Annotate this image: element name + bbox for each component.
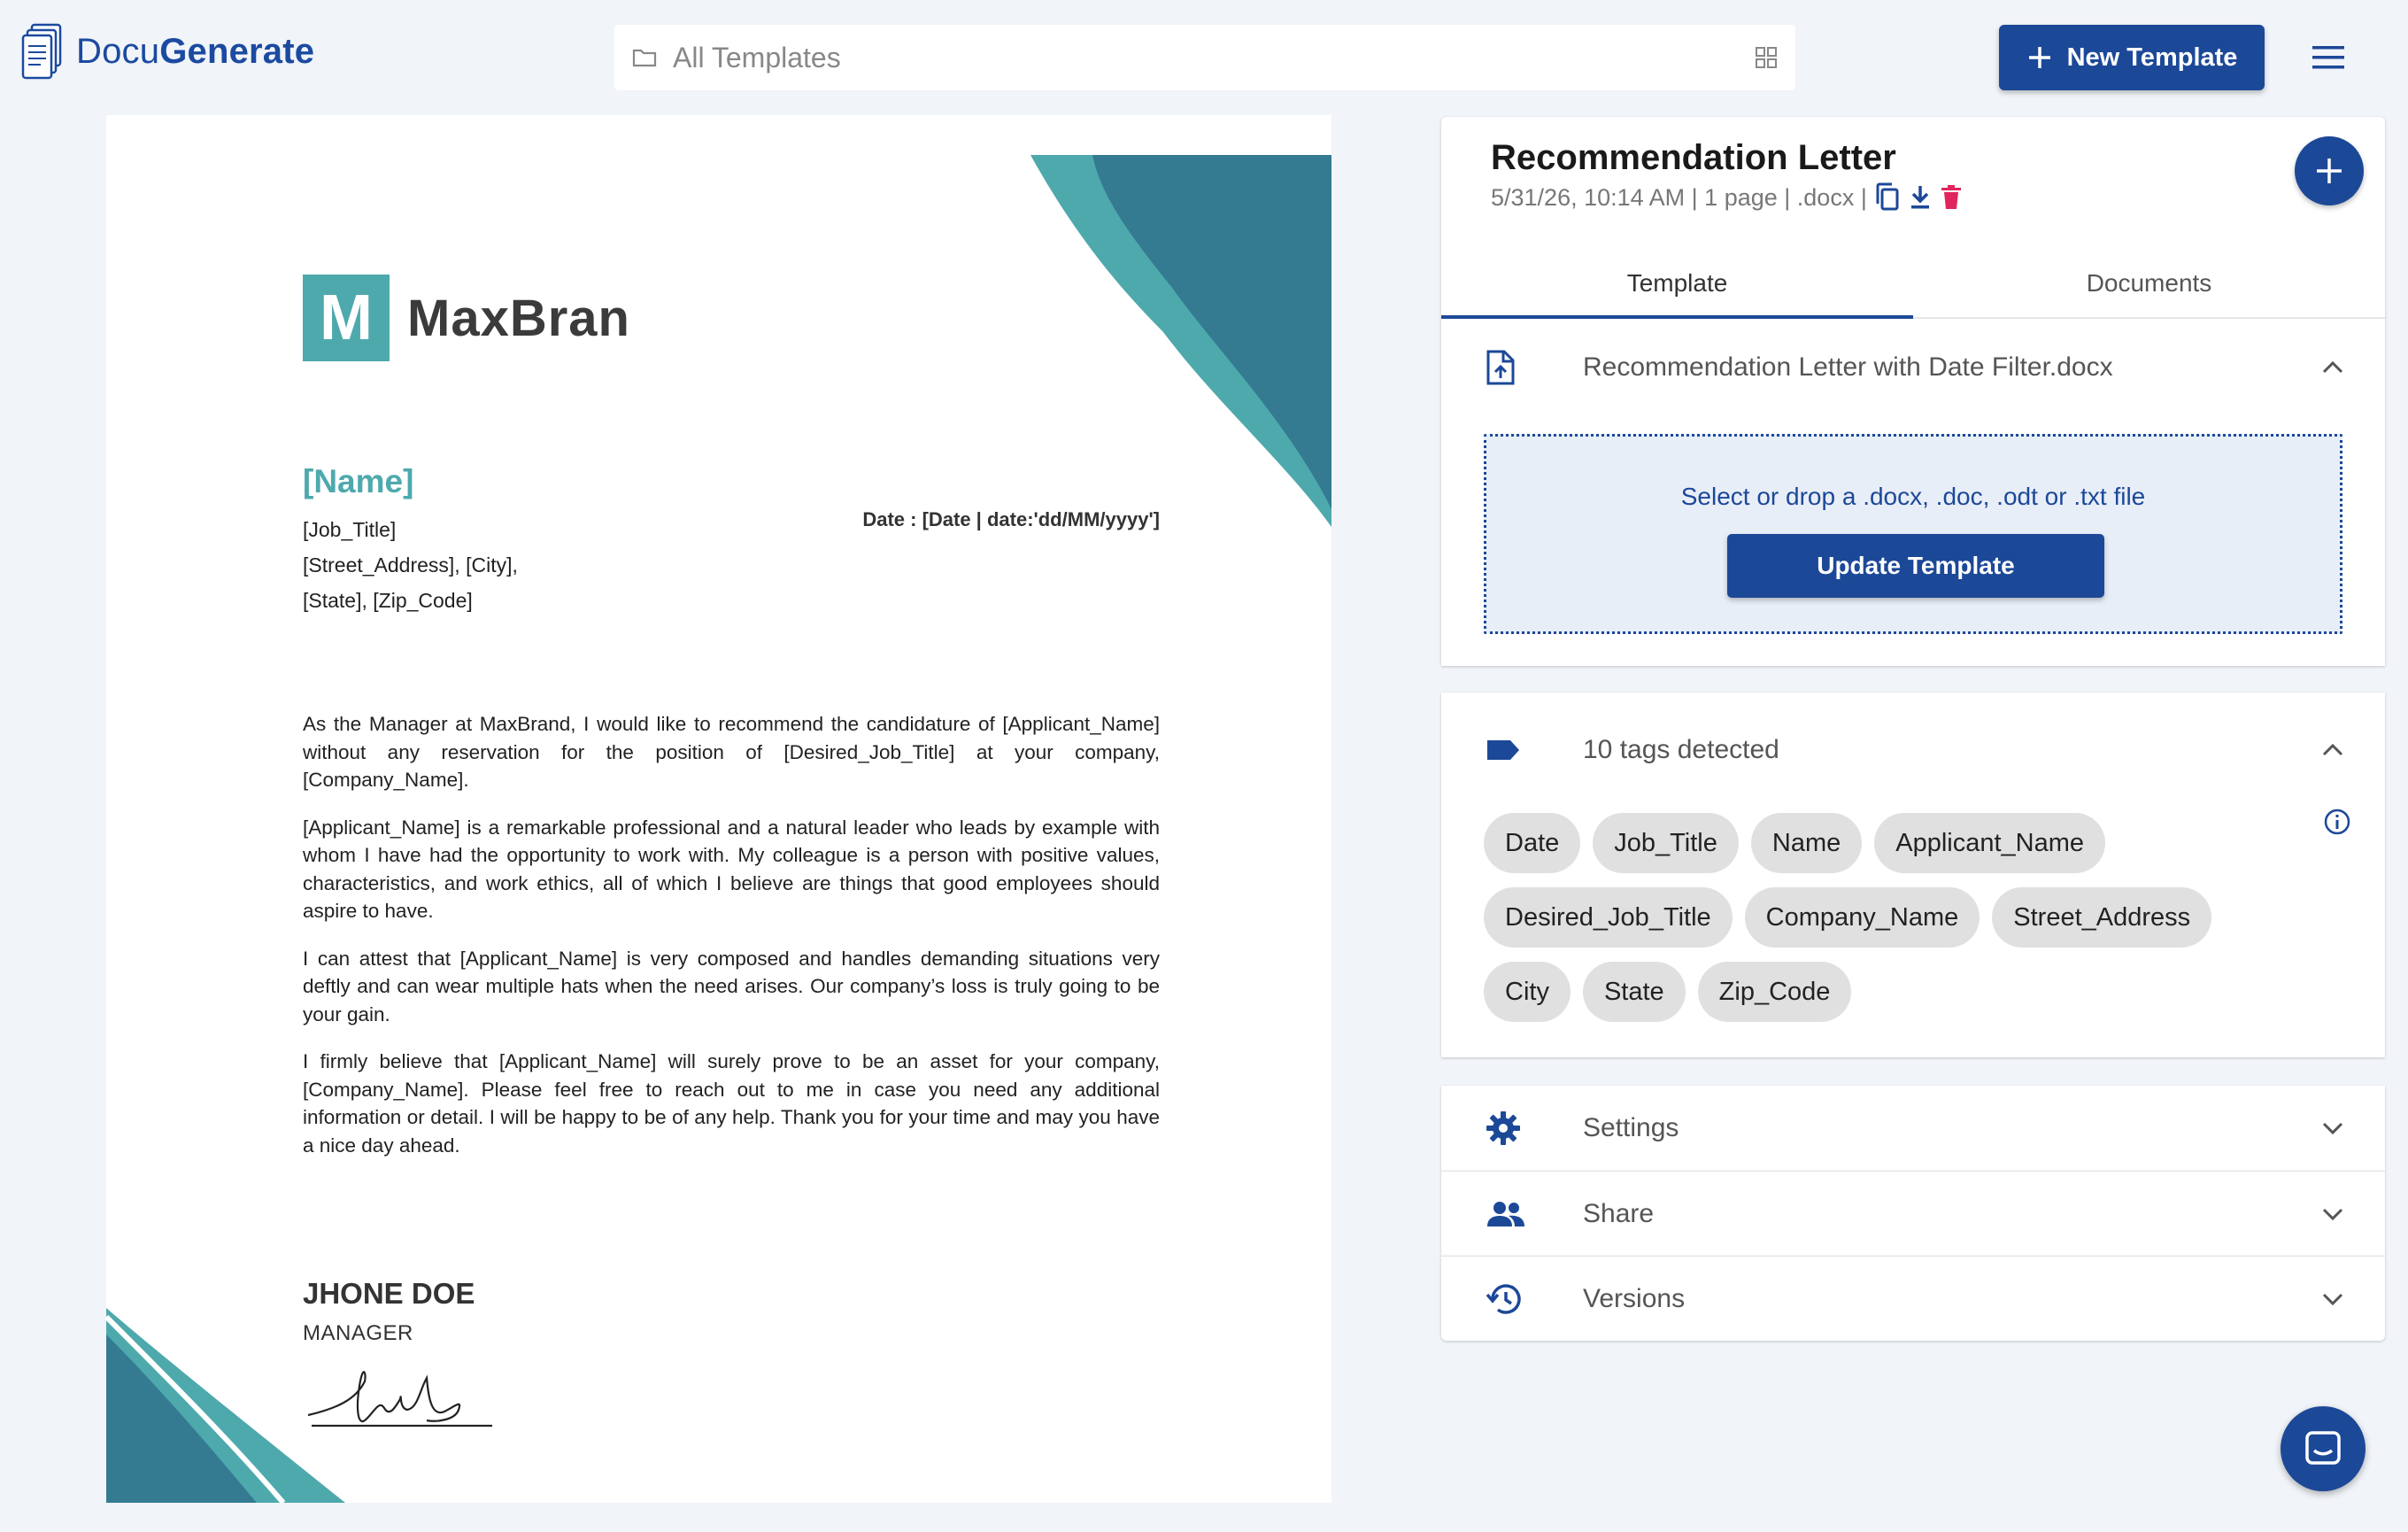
share-section [1441, 1171, 2385, 1256]
chevron-up-icon[interactable] [2321, 360, 2344, 375]
template-tabs [1441, 250, 2385, 319]
address-line: [Street_Address], [City], [303, 553, 518, 576]
tag-chip[interactable]: State [1583, 962, 1686, 1022]
chevron-down-icon[interactable] [2321, 1207, 2344, 1221]
tags-count: 10 tags detected [1583, 735, 1779, 764]
download-icon[interactable] [1908, 184, 1933, 211]
file-dropzone[interactable] [1484, 434, 2342, 634]
add-document-button[interactable] [2295, 136, 2364, 205]
copy-icon[interactable] [1874, 182, 1901, 213]
new-template-button[interactable] [1999, 25, 2265, 90]
name-placeholder: [Name] [303, 463, 414, 499]
tab-template[interactable]: Template [1441, 250, 1913, 317]
document-preview [106, 115, 1331, 1503]
tag-chip[interactable]: Zip_Code [1698, 962, 1852, 1022]
plus-icon [2313, 155, 2345, 187]
tag-chip-list [1484, 813, 2307, 1022]
signer-name: JHONE DOE [303, 1277, 475, 1310]
app-name: DocuGenerate [76, 31, 315, 71]
template-meta-text: 5/31/26, 10:14 AM | 1 page | .docx | [1491, 183, 1867, 211]
share-label: Share [1583, 1199, 1655, 1228]
label-icon [1486, 738, 1521, 762]
file-upload-icon [1486, 349, 1516, 386]
template-details-card [1441, 117, 2385, 666]
search-label: All Templates [673, 41, 841, 74]
people-icon [1486, 1200, 1526, 1228]
template-meta [1491, 182, 1963, 213]
address-line: [State], [Zip_Code] [303, 589, 473, 612]
address-line: [Job_Title] [303, 518, 397, 541]
letter-paragraph: [Applicant_Name] is a remarkable professional and a natural leader who leads by example with whom I have had the opportunity to work with. My colleague is a person with positive values, characteristics, and work ethics, all of which I believe are things that good employees should aspire to have. [303, 816, 1160, 922]
letter-paragraph: I firmly believe that [Applicant_Name] will surely prove to be an asset for your company, [Company_Name]. Please feel free to reach out to me in case you need any additional information or detail. I will be happy to be of any help. Thank you for your time and may you have a nice day ahead. [303, 1050, 1160, 1157]
letter-paragraph: I can attest that [Applicant_Name] is very composed and handles demanding situations very deftly and can wear multiple hats when the need arises. Our company’s loss is truly going to be your gain. [303, 947, 1160, 1025]
tag-chip[interactable]: Street_Address [1992, 887, 2211, 948]
tags-header[interactable] [1441, 692, 2385, 808]
share-header[interactable] [1441, 1172, 2385, 1257]
gear-icon [1486, 1110, 1521, 1146]
versions-label: Versions [1583, 1284, 1686, 1313]
app-logo[interactable] [21, 23, 314, 80]
chevron-up-icon[interactable] [2321, 743, 2344, 757]
date-line: Date : [Date | date:'dd/MM/yyyy'] [862, 508, 1160, 530]
tab-documents[interactable]: Documents [2086, 269, 2212, 297]
tag-chip[interactable]: Company_Name [1745, 887, 1980, 948]
tag-chip[interactable]: Applicant_Name [1874, 813, 2105, 873]
new-template-label: New Template [2066, 43, 2238, 72]
template-file-header[interactable] [1441, 319, 2385, 416]
settings-section [1441, 1086, 2385, 1171]
delete-icon[interactable] [1940, 184, 1963, 211]
versions-section [1441, 1256, 2385, 1341]
plus-icon [2026, 44, 2053, 71]
template-search-bar[interactable] [614, 25, 1795, 90]
template-file-name: Recommendation Letter with Date Filter.docx [1583, 352, 2113, 382]
settings-header[interactable] [1441, 1086, 2385, 1171]
address-block [303, 512, 518, 618]
logo-brand: MaxBran [407, 289, 630, 347]
template-title: Recommendation Letter [1491, 138, 1896, 177]
folder-icon [632, 47, 657, 68]
tag-chip[interactable]: City [1484, 962, 1571, 1022]
history-icon [1486, 1282, 1523, 1316]
versions-header[interactable] [1441, 1257, 2385, 1342]
tag-chip[interactable]: Date [1484, 813, 1580, 873]
update-template-button[interactable]: Update Template [1727, 534, 2104, 598]
tag-chip[interactable]: Name [1751, 813, 1862, 873]
decorative-wave-bottom [106, 1308, 345, 1503]
settings-label: Settings [1583, 1113, 1679, 1142]
decorative-wave-top [1022, 155, 1331, 527]
tag-chip[interactable]: Job_Title [1593, 813, 1739, 873]
company-logo [303, 275, 630, 361]
chat-icon [2304, 1429, 2342, 1468]
tag-chip[interactable]: Desired_Job_Title [1484, 887, 1733, 948]
docs-stack-icon [21, 23, 64, 80]
dropzone-text: Select or drop a .docx, .doc, .odt or .txt file [1680, 483, 2146, 510]
chevron-down-icon[interactable] [2321, 1121, 2344, 1135]
info-icon[interactable] [2323, 808, 2351, 840]
hamburger-menu-icon[interactable] [2311, 44, 2346, 71]
chat-support-button[interactable] [2281, 1406, 2366, 1491]
letter-paragraph: As the Manager at MaxBrand, I would like to recommend the candidature of [Applicant_Name] without any reservation for the position of [Desired_Job_Title] at your company, [Company_Name]. [303, 713, 1160, 791]
chevron-down-icon[interactable] [2321, 1292, 2344, 1306]
logo-mark: M [303, 275, 390, 361]
tags-card [1441, 692, 2385, 1057]
letter-body [303, 710, 1160, 1179]
grid-icon[interactable] [1755, 46, 1778, 69]
signer-role: MANAGER [303, 1321, 413, 1345]
